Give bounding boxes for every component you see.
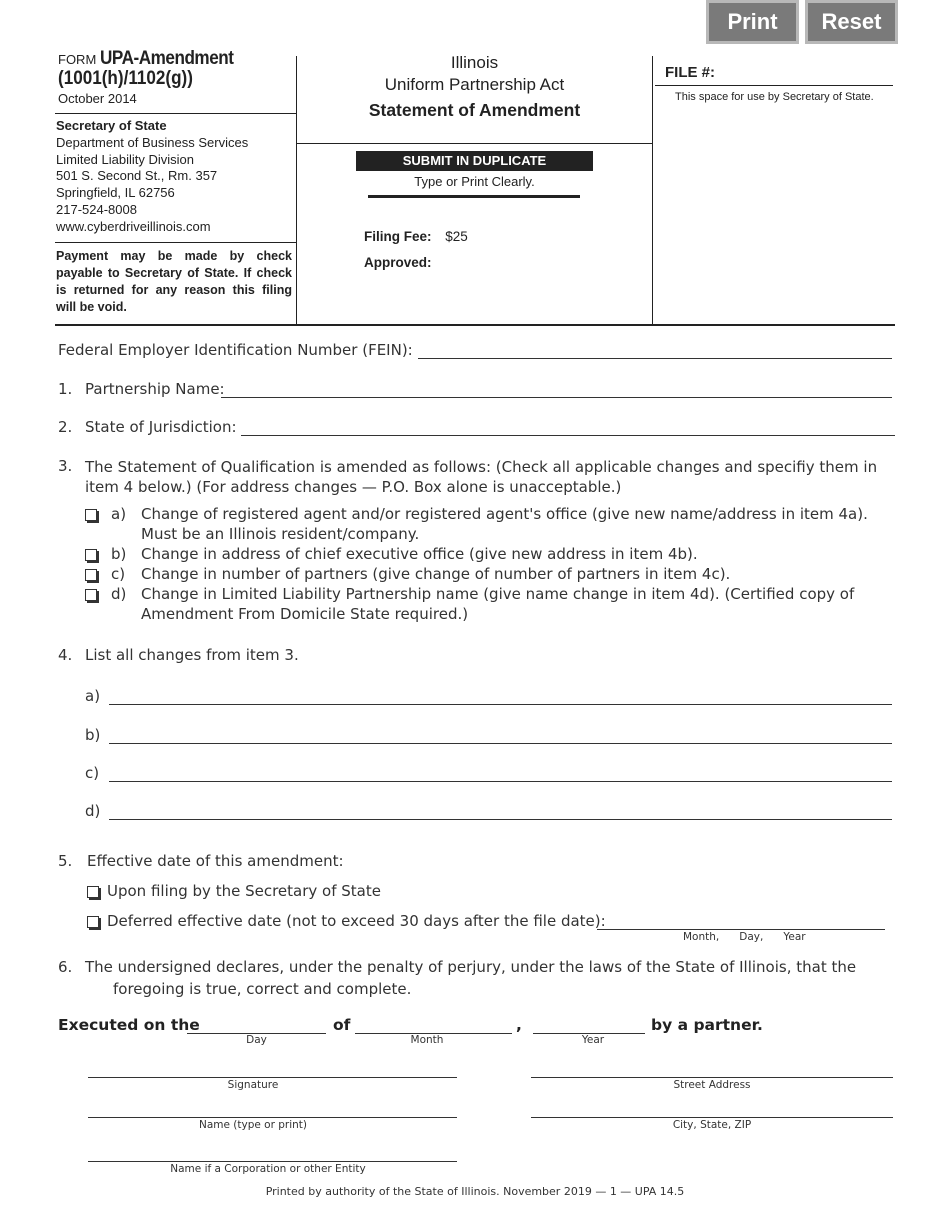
option-letter: c) [111, 565, 126, 583]
option-b [85, 544, 895, 564]
act-name: Uniform Partnership Act [384, 75, 565, 94]
item-number: 3. [58, 457, 73, 475]
change-letter: c) [85, 764, 100, 782]
declaration-line2: foregoing is true, correct and complete. [113, 980, 412, 998]
office-line: Department of Business Services [56, 134, 249, 150]
office-line: 217-524-8008 [56, 201, 137, 217]
comma: , [516, 1016, 522, 1034]
file-number-label: FILE #: [665, 64, 716, 81]
day-caption: Day [246, 1034, 267, 1046]
fein-field[interactable] [418, 358, 892, 359]
city-state-zip-caption: City, State, ZIP [672, 1119, 752, 1131]
option-letter: b) [111, 545, 127, 563]
by-partner-label: by a partner. [651, 1016, 763, 1034]
date-caption: Month, Day, Year [683, 931, 806, 943]
divider [55, 324, 895, 326]
change-letter: a) [85, 687, 101, 705]
payment-note: Payment may be made by check payable to Secretary of State. If check is returned for any reason this filing will be void. [56, 249, 292, 314]
state-name: Illinois [450, 53, 499, 72]
option-c [85, 564, 895, 584]
signature-field[interactable] [88, 1077, 457, 1078]
filing-fee [364, 229, 468, 244]
street-address-caption: Street Address [673, 1079, 751, 1091]
option-text: Change in Limited Liability Partnership name (give name change in item 4d). (Certified copy of Amendment From Domicile State required.) [141, 585, 855, 623]
checkbox[interactable] [85, 569, 97, 581]
divider [655, 85, 893, 86]
signature-caption: Signature [227, 1079, 279, 1091]
office-address [56, 118, 296, 236]
office-website: www.cyberdriveillinois.com [56, 218, 211, 234]
deferred-date-option [87, 912, 606, 930]
upon-filing-option [87, 882, 381, 900]
executed-on-label: Executed on the [58, 1016, 200, 1034]
checkbox[interactable] [87, 916, 99, 928]
checkbox[interactable] [87, 886, 99, 898]
change-d-field[interactable] [109, 819, 892, 820]
option-letter: a) [111, 505, 127, 523]
entity-name-field[interactable] [88, 1161, 457, 1162]
declaration-line1: The undersigned declares, under the penalty of perjury, under the laws of the State of Illinois, that the [85, 958, 857, 976]
item3-text: The Statement of Qualification is amended as follows: (Check all applicable changes and specifiy them in item 4 below.) (For address changes — P.O. Box alone is unacceptable.) [85, 458, 878, 496]
of-label: of [333, 1016, 351, 1034]
print-button[interactable]: Print [706, 0, 799, 44]
reset-button[interactable]: Reset [805, 0, 898, 44]
option-a [85, 504, 895, 544]
form-name: UPA-Amendment [100, 48, 234, 69]
month-caption: Month [410, 1034, 444, 1046]
item-number: 4. [58, 646, 73, 664]
form-sections: (1001(h)/1102(g)) [58, 68, 193, 89]
filing-fee-label: Filing Fee: [364, 229, 432, 244]
deferred-date-field[interactable] [597, 929, 885, 930]
entity-name-caption: Name if a Corporation or other Entity [170, 1163, 366, 1175]
change-a-field[interactable] [109, 704, 892, 705]
item3-options [85, 504, 895, 624]
office-title: Secretary of State [56, 118, 167, 133]
filing-fee-value: $25 [445, 229, 468, 244]
partnership-name-label: Partnership Name: [85, 380, 225, 398]
item5-label: Effective date of this amendment: [87, 852, 344, 870]
option-text: Change of registered agent and/or registered agent's office (give new name/address in item 4a). Must be an Illinois resident/company. [141, 505, 868, 543]
statement-title: Statement of Amendment [368, 100, 581, 120]
item-number: 1. [58, 380, 73, 398]
checkbox[interactable] [85, 589, 97, 601]
form-prefix: FORM [58, 52, 97, 67]
change-letter: b) [85, 726, 101, 744]
jurisdiction-label: State of Jurisdiction: [85, 418, 237, 436]
option-text: Change in address of chief executive office (give new address in item 4b). [141, 545, 698, 563]
year-caption: Year [581, 1034, 605, 1046]
divider [297, 143, 652, 144]
item4-label: List all changes from item 3. [85, 646, 299, 664]
title-block [297, 52, 652, 124]
sos-space-note: This space for use by Secretary of State. [675, 91, 874, 103]
divider [55, 242, 297, 243]
item-number: 6. [58, 958, 73, 976]
form-id-block [58, 50, 298, 108]
item-number: 2. [58, 418, 73, 436]
footer: Printed by authority of the State of Illinois. November 2019 — 1 — UPA 14.5 [265, 1185, 685, 1198]
option-text: Change in number of partners (give change of number of partners in item 4c). [141, 565, 731, 583]
office-line: Springfield, IL 62756 [56, 185, 175, 201]
checkbox[interactable] [85, 509, 97, 521]
fein-label: Federal Employer Identification Number (FEIN): [58, 341, 413, 359]
partnership-name-field[interactable] [221, 397, 892, 398]
option-letter: d) [111, 585, 127, 603]
name-caption: Name (type or print) [198, 1119, 308, 1131]
item-number: 5. [58, 852, 73, 870]
change-c-field[interactable] [109, 781, 892, 782]
office-line: Limited Liability Division [56, 151, 194, 167]
change-b-field[interactable] [109, 743, 892, 744]
upon-filing-label: Upon filing by the Secretary of State [107, 882, 381, 900]
jurisdiction-field[interactable] [241, 435, 895, 436]
change-letter: d) [85, 802, 101, 820]
divider [368, 195, 580, 198]
divider [55, 113, 297, 114]
option-d [85, 584, 895, 624]
street-address-field[interactable] [531, 1077, 893, 1078]
divider [652, 56, 653, 325]
city-state-zip-field[interactable] [531, 1117, 893, 1118]
form-date: October 2014 [58, 91, 137, 106]
name-field[interactable] [88, 1117, 457, 1118]
approved-label: Approved: [364, 255, 432, 270]
type-print-note: Type or Print Clearly. [414, 174, 535, 189]
checkbox[interactable] [85, 549, 97, 561]
office-line: 501 S. Second St., Rm. 357 [56, 168, 218, 184]
submit-banner: SUBMIT IN DUPLICATE [356, 151, 593, 171]
deferred-date-label: Deferred effective date (not to exceed 30 days after the file date): [107, 912, 606, 930]
